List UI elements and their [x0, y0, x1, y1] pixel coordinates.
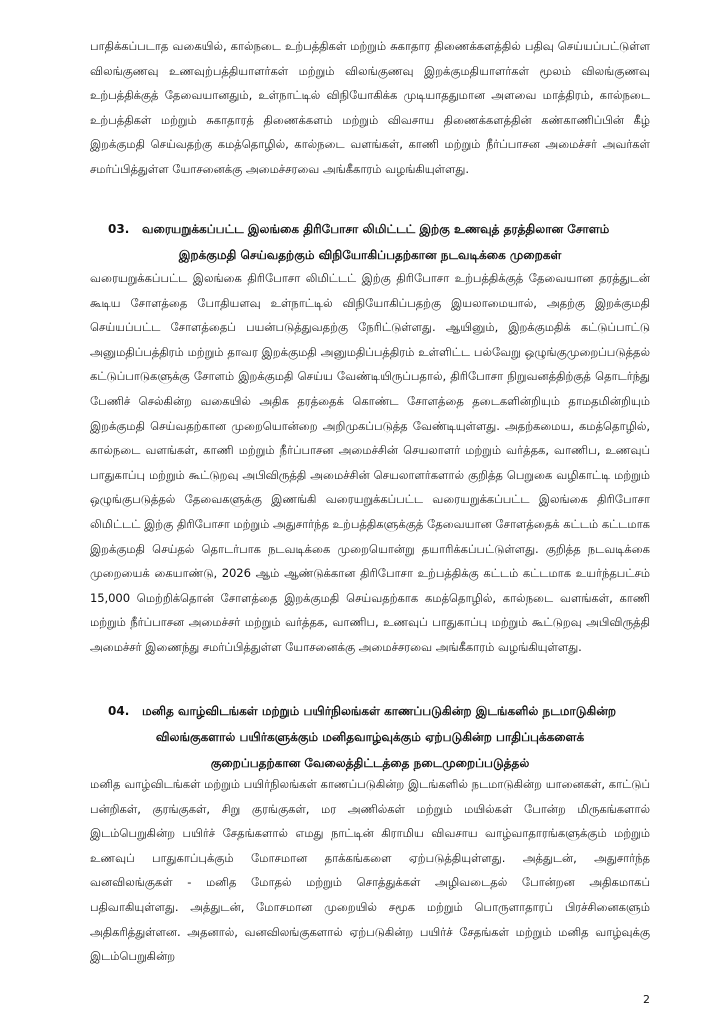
section-03-title-line-1: வரையறுக்கப்பட்ட இலங்கை திரிபோசா லிமிட்டட் இற்கு உணவுத் தரத்திலான சோளம் — [142, 222, 610, 236]
section-04-heading — [90, 698, 650, 776]
section-03-body: வரையறுக்கப்பட்ட இலங்கை திரிபோசா லிமிட்டட் இற்கு திரிபோசா உற்பத்திக்குத் தேவையான தரத்துடன் கூடிய சோளத்தை போதியளவு உள்நாட்டில் விநியோகிப்பதற்கு இயலாமையால், அதற்கு இறக்குமதி செய்யப்பட்ட சோளத்தைப் பயன்படுத்துவதற்கு நேரிட்டுள்ளது. ஆயினும், இறக்குமதிக் கட்டுப்பாட்டு அனுமதிப்பத்திரம் மற்றும் தாவர இறக்குமதி அனுமதிப்பத்திரம் உள்ளிட்ட பல்வேறு ஒழுங்குமுறைப்படுத்தல் கட்டுப்பாடுகளுக்கு சோளம் இறக்குமதி செய்ய வேண்டியிருப்பதால், திரிபோசா நிறுவனத்திற்குத் தொடர்ந்து பேணிச் செல்கின்ற வகையில் அதிக தரத்தைக் கொண்ட சோளத்தை தடைகளின்றியும் தாமதமின்றியும் இறக்குமதி செய்வதற்கான முறையொன்றை அறிமுகப்படுத்த வேண்டியுள்ளது. அதற்கமைய, கமத்தொழில், கால்நடை வளங்கள், காணி மற்றும் நீர்ப்பாசன அமைச்சின் செயலாளர் மற்றும் வர்த்தக, வாணிப, உணவுப் பாதுகாப்பு மற்றும் கூட்டுறவு அபிவிருத்தி அமைச்சின் செயலாளர்களால் குறித்த பெறுகை வழிகாட்டி மற்றும் ஒழுங்குபடுத்தல் தேவைகளுக்கு இணங்கி வரையறுக்கப்பட்ட வரையறுக்கப்பட்ட இலங்கை திரிபோசா லிமிட்டட் இற்கு திரிபோசா மற்றும் அதுசார்ந்த உற்பத்திகளுக்குத் தேவையான சோளத்தைக் கட்டம் கட்டமாக இறக்குமதி செய்தல் தொடர்பாக நடவடிக்கை முறையொன்று தயாரிக்கப்பட்டுள்ளது. குறித்த நடவடிக்கை முறையைக் கையாண்டு, 2026 ஆம் ஆண்டுக்கான திரிபோசா உற்பத்திக்கு கட்டம் கட்டமாக உயர்ந்தபட்சம் 15,000 மெற்றிக்தொன் சோளத்தை இறக்குமதி செய்வதற்காக கமத்தொழில், கால்நடை வளங்கள், காணி மற்றும் நீர்ப்பாசன அமைச்சர் மற்றும் வர்த்தக, வாணிப, உணவுப் பாதுகாப்பு மற்றும் கூட்டுறவு அபிவிருத்தி அமைச்சர் இணைந்து சமர்ப்பித்துள்ள யோசனைக்கு அமைச்சரவை அங்கீகாரம் வழங்கியுள்ளது. — [90, 271, 650, 654]
section-04-title-line-2: விலங்குகளால் பயிர்களுக்கும் மனிதவாழ்வுக்கும் ஏற்படுகின்ற பாதிப்புக்களைக் — [155, 730, 585, 744]
section-03-title-line-2: இறக்குமதி செய்வதற்கும் விநியோகிப்பதற்கான நடவடிக்கை முறைகள் — [178, 248, 562, 262]
section-04-title-line-3: குறைப்பதற்கான வேலைத்திட்டத்தை நடைமுறைப்படுத்தல் — [210, 756, 530, 770]
section-04-body: மனித வாழ்விடங்கள் மற்றும் பயிர்நிலங்கள் காணப்படுகின்ற இடங்களில் நடமாடுகின்ற யானைகள், காட்டுப் பன்றிகள், குரங்குகள், சிறு குரங்குகள், மர அணில்கள் மற்றும் மயில்கள் போன்ற மிருகங்களால் இடம்பெறுகின்ற பயிர்ச் சேதங்களால் எமது நாட்டின் கிராமிய விவசாய வாழ்வாதாரங்களுக்கும் மற்றும் உணவுப் பாதுகாப்புக்கும் மோசமான தாக்கங்களை ஏற்படுத்தியுள்ளது. அத்துடன், அதுசார்ந்த வனவிலங்குகள் - மனித மோதல் மற்றும் சொத்துக்கள் அழிவடைதல் போன்றன அதிகமாகப் பதிவாகியுள்ளது. அத்துடன், மோசமான முறையில் சமூக மற்றும் பொருளாதாரப் பிரச்சினைகளும் அதிகரித்துள்ளன. அதனால், வனவிலங்குகளால் ஏற்படுகின்ற பயிர்ச் சேதங்கள் மற்றும் மனித வாழ்வுக்கு இடம்பெறுகின்ற — [90, 777, 650, 964]
section-04-number: 04. — [108, 704, 130, 718]
page-number: 2 — [643, 993, 650, 1006]
section-03-heading — [90, 216, 650, 268]
paragraph-continued: பாதிக்கப்படாத வகையில், கால்நடை உற்பத்திகள் மற்றும் சுகாதார திணைக்களத்தில் பதிவு செய்யப்பட்டுள்ள விலங்குணவு உணவுற்பத்தியாளர்கள் மற்றும் விலங்குணவு இறக்குமதியாளர்கள் மூலம் விலங்குணவு உற்பத்திக்குத் தேவையானதும், உள்நாட்டில் விநியோகிக்க முடியாததுமான அளவை மாத்திரம், கால்நடை உற்பத்திகள் மற்றும் சுகாதாரத் திணைக்களம் மற்றும் விவசாய திணைக்களத்தின் கண்காணிப்பின் கீழ் இறக்குமதி செய்வதற்கு கமத்தொழில், கால்நடை வளங்கள், காணி மற்றும் நீர்ப்பாசன அமைச்சர் அவர்கள் சமர்ப்பித்துள்ள யோசனைக்கு அமைச்சரவை அங்கீகாரம் வழங்கியுள்ளது. — [90, 39, 650, 176]
section-03-number: 03. — [108, 222, 130, 236]
section-04-title-line-1: மனித வாழ்விடங்கள் மற்றும் பயிர்நிலங்கள் காணப்படுகின்ற இடங்களில் நடமாடுகின்ற — [142, 704, 617, 718]
